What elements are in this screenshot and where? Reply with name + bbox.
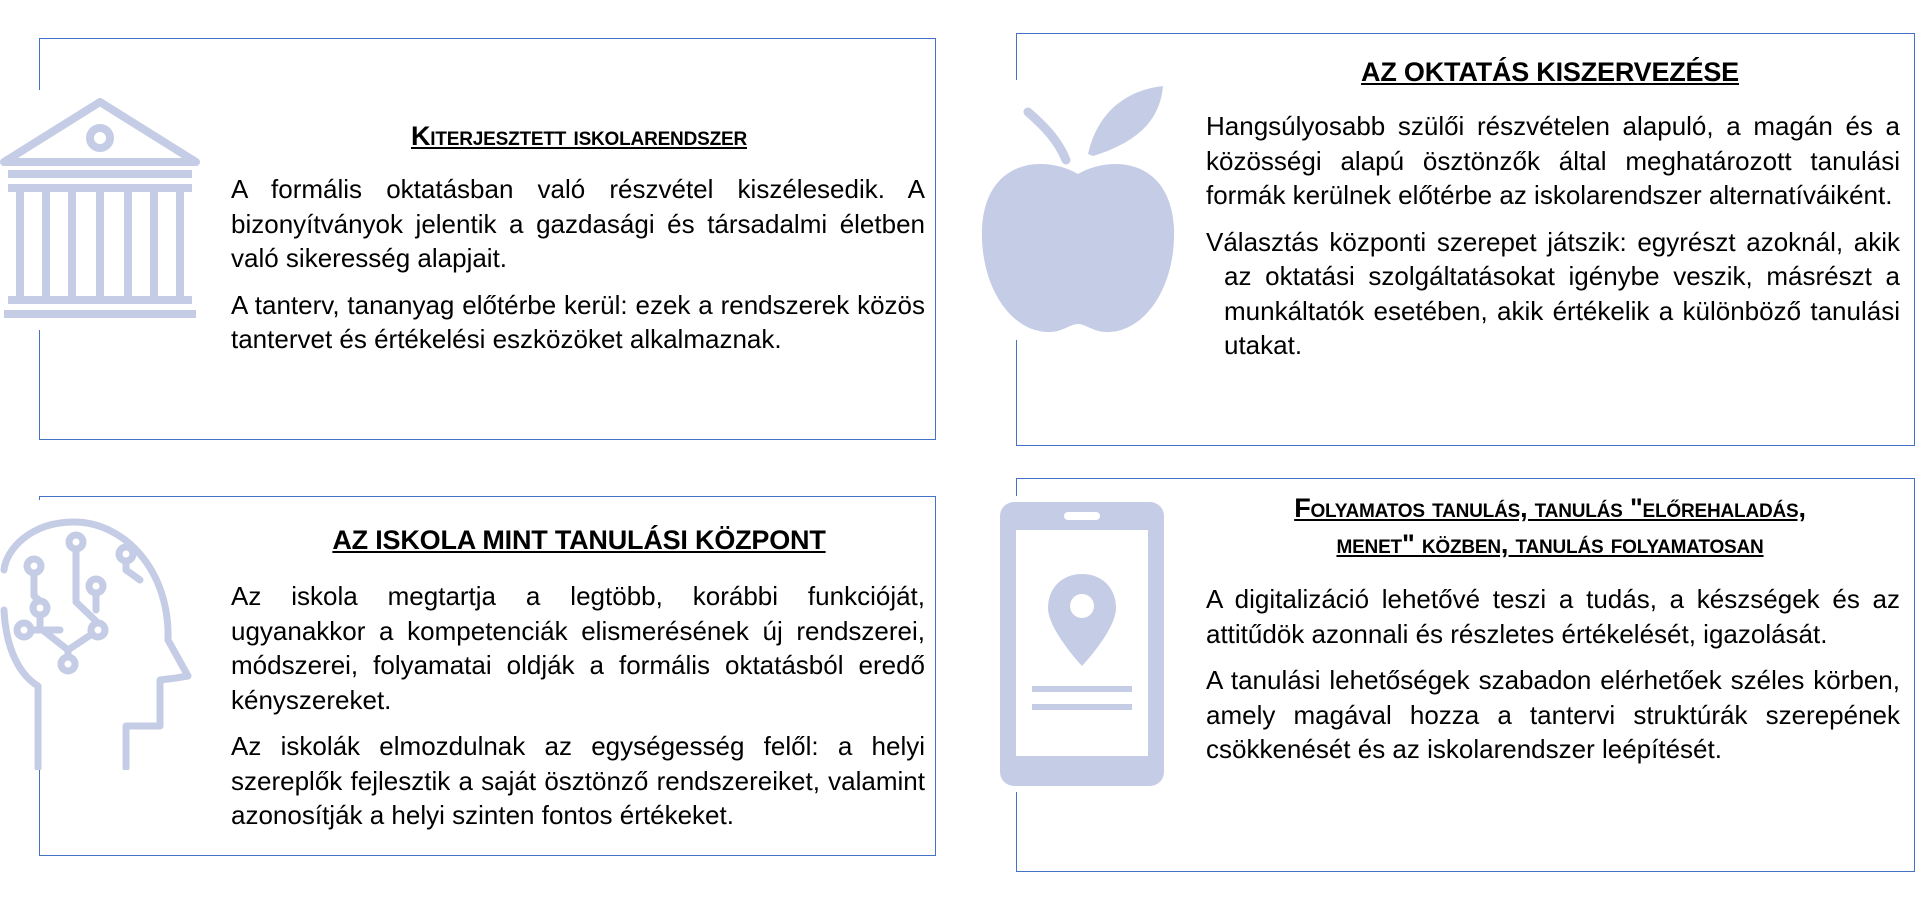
paragraph: Hangsúlyosabb szülői részvételen alapuló, a magán és a közösségi alapú ösztönzők által meghatározott tanulási formák kerülnek előtérbe az iskolarendszer alternatíváiként.: [1206, 111, 1900, 210]
panel-body: [1206, 582, 1900, 779]
panel-body: [231, 172, 925, 369]
panel-body: [231, 579, 925, 845]
phone-location-icon: [994, 496, 1170, 792]
panel-title: [1200, 490, 1900, 562]
panel-title: AZ OKTATÁS KISZERVEZÉSE: [1361, 57, 1739, 87]
paragraph: A digitalizáció lehetővé teszi a tudás, a készségek és az attitűdök azonnali és részletes értékelését, igazolását.: [1206, 584, 1900, 649]
paragraph: A tanterv, tananyag előtérbe kerül: ezek a rendszerek közös tantervet és értékelési eszközöket alkalmaznak.: [231, 289, 925, 354]
paragraph: Az iskola megtartja a legtöbb, korábbi funkcióját, ugyanakkor a kompetenciák elismerésének új rendszerei, módszerei, folyamatai oldják a formális oktatásból eredő kényszereket.: [231, 581, 925, 715]
apple-icon: [978, 80, 1178, 340]
panel-title: Kiterjesztett iskolarendszer: [411, 121, 747, 151]
panel-title: AZ ISKOLA MINT TANULÁSI KÖZPONT: [332, 525, 826, 555]
paragraph: Az iskolák elmozdulnak az egységesség felől: a helyi szereplők fejlesztik a saját ösztönző rendszereiket, valamint azonosítják a helyi szinten fontos értékeket.: [231, 731, 925, 830]
bank-building-icon: [0, 90, 200, 330]
panel-title-line: menet" közben, tanulás folyamatosan: [1336, 529, 1764, 559]
paragraph: A formális oktatásban való részvétel kiszélesedik. A bizonyítványok jelentik a gazdasági és társadalmi életben való sikeresség alapjait.: [231, 174, 925, 273]
head-circuit-icon: [0, 500, 200, 770]
paragraph: Választás központi szerepet játszik: egyrészt azoknál, akik az oktatási szolgáltatásokat igénybe veszik, másrészt a munkáltatók esetében, akik értékelik a különböző tanulási utakat.: [1206, 226, 1900, 360]
panel-title-line: Folyamatos tanulás, tanulás "előrehaladás,: [1294, 493, 1806, 523]
paragraph: A tanulási lehetőségek szabadon elérhetőek széles körben, amely magával hozza a tantervi struktúrák szerepének csökkenését és az iskolarendszer leépítését.: [1206, 665, 1900, 764]
panel-body: [1206, 109, 1900, 375]
